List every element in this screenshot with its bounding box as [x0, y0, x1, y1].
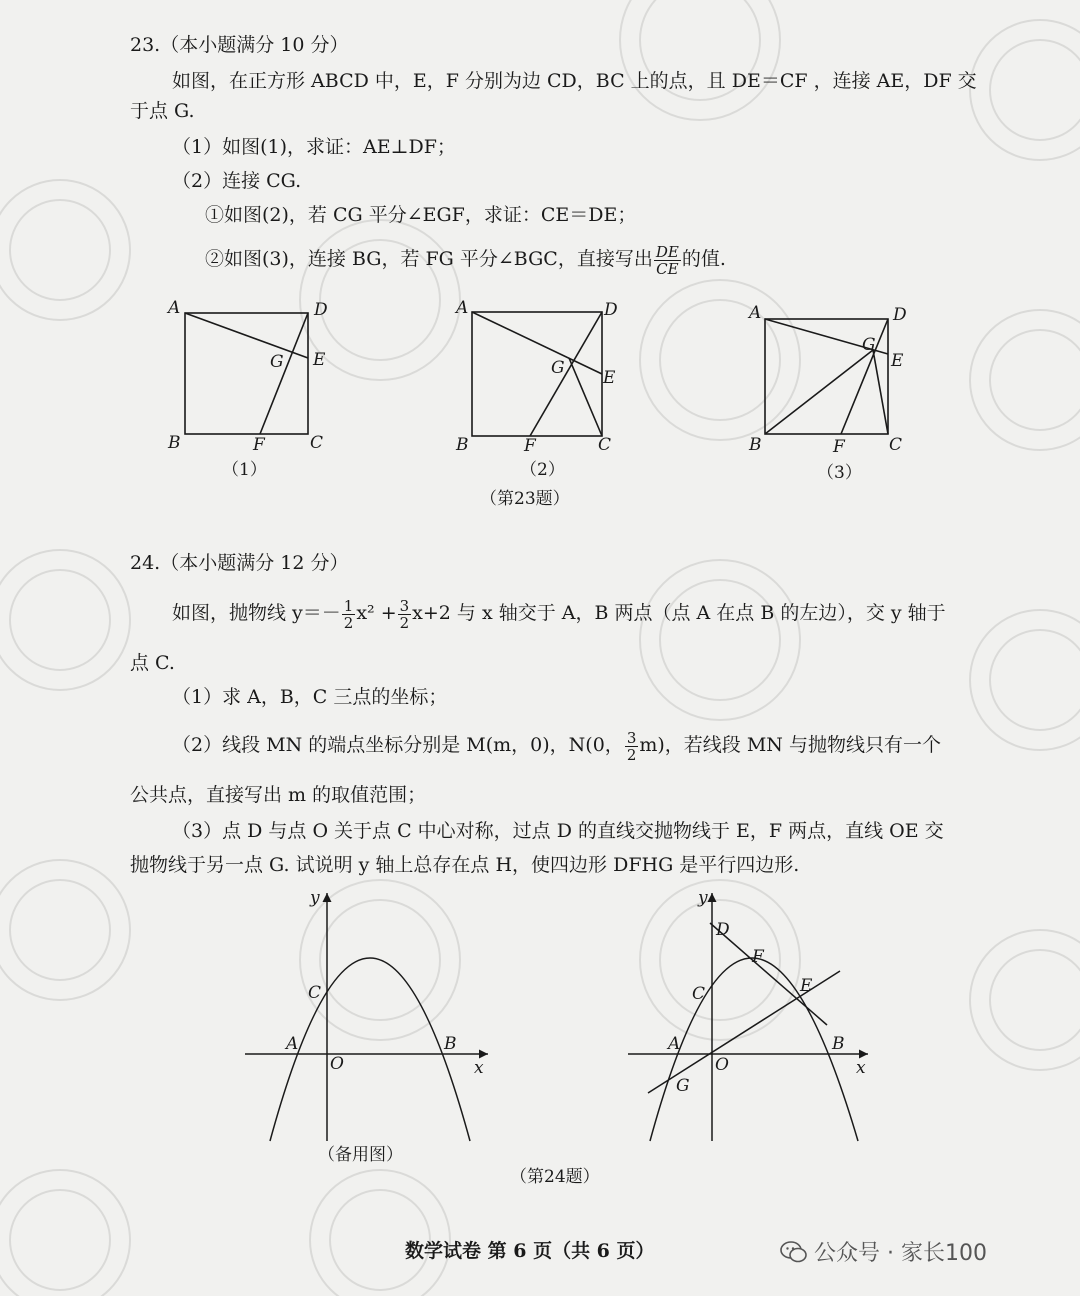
- label-f: F: [253, 435, 265, 455]
- q24-part3-line1: （3）点 D 与点 O 关于点 C 中心对称，过点 D 的直线交抛物线于 E，F 两点，直线 OE 交: [172, 820, 944, 842]
- label-d: D: [716, 920, 730, 940]
- segment-ae: [472, 312, 602, 374]
- parabola: [650, 958, 858, 1141]
- label-f: F: [752, 947, 764, 967]
- q24-part2-pre: （2）线段 MN 的端点坐标分别是 M(m，0)，N(0，: [172, 734, 624, 756]
- q24-figure-main: [620, 885, 890, 1150]
- label-o: O: [715, 1055, 729, 1075]
- square-abcd: [472, 312, 602, 436]
- label-g: G: [676, 1076, 690, 1096]
- q23-part2-b-post: 的值.: [681, 248, 726, 270]
- q24-frac-2-den: 2: [399, 613, 410, 632]
- q23-part2-a: ①如图(2)，若 CG 平分∠EGF，求证：CE＝DE；: [205, 204, 637, 226]
- q23-part2: （2）连接 CG.: [172, 170, 302, 192]
- q24-stem-pre: 如图，抛物线 y＝－: [172, 602, 341, 624]
- q24-frac-3-num: 3: [626, 728, 637, 747]
- wechat-brand: [780, 1236, 987, 1267]
- axis-label-x: x: [856, 1058, 866, 1078]
- fig-caption-3: （3）: [817, 463, 862, 483]
- q24-part1: （1）求 A，B，C 三点的坐标；: [172, 686, 448, 708]
- q23-ratio-numerator: DE: [655, 242, 679, 261]
- q24-frac-1-num: 1: [343, 596, 354, 615]
- q24-part2-post: m)，若线段 MN 与抛物线只有一个: [639, 734, 941, 756]
- q24-part2-line1: [172, 728, 941, 763]
- label-d: D: [893, 305, 907, 325]
- label-d: D: [604, 300, 618, 320]
- q24-stem-post: x+2 与 x 轴交于 A，B 两点（点 A 在点 B 的左边），交 y 轴于: [412, 602, 946, 624]
- axis-label-y: y: [698, 888, 708, 908]
- segment-bg: [765, 350, 873, 434]
- label-c: C: [308, 983, 322, 1003]
- q24-frac-1: [342, 598, 356, 631]
- label-g: G: [270, 352, 284, 372]
- label-b: B: [832, 1034, 845, 1054]
- label-g: G: [862, 335, 876, 355]
- label-c: C: [692, 984, 706, 1004]
- q24-stem-line1: [172, 596, 946, 631]
- label-e: E: [891, 351, 904, 371]
- q24-stem-line2: 点 C.: [130, 652, 175, 674]
- label-f: F: [833, 437, 845, 457]
- q24-head: 24.（本小题满分 12 分）: [130, 552, 349, 574]
- q23-part1: （1）如图(1)，求证：AE⊥DF；: [172, 136, 456, 158]
- segment-ae: [185, 313, 308, 358]
- wechat-icon: [780, 1241, 808, 1263]
- page-footer: 数学试卷 第 6 页（共 6 页）: [405, 1240, 655, 1262]
- q23-ratio-fraction: [654, 244, 681, 277]
- q24-frac-1-den: 2: [343, 613, 354, 632]
- label-a: A: [286, 1034, 299, 1054]
- q24-part3-line2: 抛物线于另一点 G. 试说明 y 轴上总存在点 H，使四边形 DFHG 是平行四边形.: [130, 854, 800, 876]
- axis-label-y: y: [310, 888, 320, 908]
- q23-stem-line1: 如图，在正方形 ABCD 中，E，F 分别为边 CD，BC 上的点，且 DE＝CF ，连接 AE，DF 交: [172, 70, 977, 92]
- q24-figure-title: （第24题）: [510, 1167, 600, 1187]
- q23-ratio-denominator: CE: [656, 259, 679, 278]
- parabola: [270, 958, 470, 1141]
- segment-df: [260, 313, 308, 434]
- label-b: B: [168, 433, 181, 453]
- label-c: C: [889, 435, 903, 455]
- label-d: D: [314, 300, 328, 320]
- q24-frac-2-num: 3: [399, 596, 410, 615]
- fig-caption-2: （2）: [520, 460, 565, 480]
- axis-label-x: x: [474, 1058, 484, 1078]
- label-a: A: [749, 303, 762, 323]
- label-b: B: [444, 1034, 457, 1054]
- label-e: E: [603, 368, 616, 388]
- q24-figure-backup: [240, 885, 510, 1170]
- square-abcd: [185, 313, 308, 434]
- fig-caption-backup: （备用图）: [318, 1145, 403, 1165]
- label-f: F: [524, 436, 536, 456]
- label-e: E: [800, 976, 813, 996]
- brand-text: 公众号 · 家长100: [814, 1241, 987, 1266]
- label-o: O: [330, 1054, 344, 1074]
- label-c: C: [598, 435, 612, 455]
- segment-cg: [873, 350, 888, 434]
- label-b: B: [456, 435, 469, 455]
- label-b: B: [749, 435, 762, 455]
- q23-part2-b-pre: ②如图(3)，连接 BG，若 FG 平分∠BGC，直接写出: [205, 248, 653, 270]
- label-a: A: [668, 1034, 681, 1054]
- q24-frac-3: [625, 730, 639, 763]
- fig-caption-1: （1）: [222, 460, 267, 480]
- segment-df: [530, 312, 602, 436]
- q23-figure-3: [745, 298, 925, 488]
- q23-head: 23.（本小题满分 10 分）: [130, 34, 349, 56]
- label-g: G: [551, 358, 565, 378]
- q23-part2-b: [205, 242, 726, 277]
- label-c: C: [310, 433, 324, 453]
- q23-figure-title: （第23题）: [480, 489, 570, 509]
- q23-figure-2: [448, 295, 628, 485]
- q24-stem-mid: x² +: [356, 602, 397, 624]
- q24-part2-line2: 公共点，直接写出 m 的取值范围；: [130, 784, 427, 806]
- segment-cg: [569, 358, 602, 436]
- label-e: E: [313, 350, 326, 370]
- q24-frac-3-den: 2: [626, 745, 637, 764]
- label-a: A: [456, 298, 469, 318]
- q23-stem-line2: 于点 G.: [130, 100, 195, 122]
- q23-figure-1: [160, 295, 340, 485]
- q24-frac-2: [398, 598, 412, 631]
- label-a: A: [168, 298, 181, 318]
